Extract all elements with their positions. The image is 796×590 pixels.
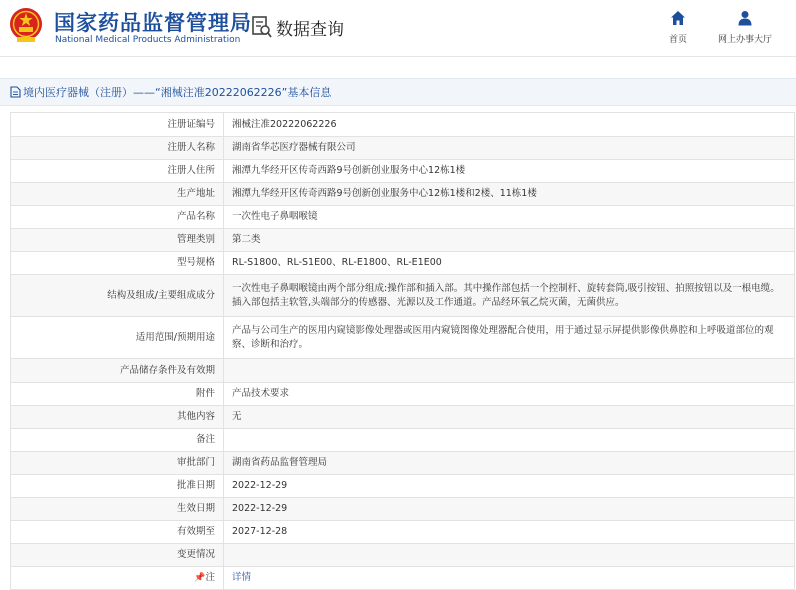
table-row xyxy=(11,521,795,544)
row-value: 2022-12-29 xyxy=(224,498,795,521)
nav-online-hall[interactable] xyxy=(710,10,780,45)
row-value: 无 xyxy=(224,406,795,429)
table-row xyxy=(11,498,795,521)
row-label: 生产地址 xyxy=(11,183,224,206)
row-label: 变更情况 xyxy=(11,544,224,567)
row-label: 备注 xyxy=(11,429,224,452)
table-row xyxy=(11,406,795,429)
table-row xyxy=(11,383,795,406)
table-row xyxy=(11,475,795,498)
row-value: 2022-12-29 xyxy=(224,475,795,498)
home-icon xyxy=(670,10,686,26)
row-label: 结构及组成/主要组成成分 xyxy=(11,275,224,317)
row-value: 湘潭九华经开区传奇西路9号创新创业服务中心12栋1楼和2楼、11栋1楼 xyxy=(224,183,795,206)
row-value: 2027-12-28 xyxy=(224,521,795,544)
table-row xyxy=(11,275,795,317)
details-link[interactable]: 详情 xyxy=(232,572,252,583)
row-value xyxy=(224,567,795,590)
row-label: 附件 xyxy=(11,383,224,406)
table-row xyxy=(11,359,795,383)
data-query-icon xyxy=(252,16,272,38)
user-icon xyxy=(737,10,753,26)
row-label: 批准日期 xyxy=(11,475,224,498)
row-label xyxy=(11,567,224,590)
nav-home-label: 首页 xyxy=(668,35,687,45)
table-row xyxy=(11,452,795,475)
table-row xyxy=(11,229,795,252)
record-title-bar xyxy=(0,78,796,106)
site-header xyxy=(0,0,796,57)
row-value: 湘械注准20222062226 xyxy=(224,113,795,137)
row-label: 其他内容 xyxy=(11,406,224,429)
row-value: 一次性电子鼻咽喉镜 xyxy=(224,206,795,229)
table-row xyxy=(11,183,795,206)
section-title xyxy=(252,14,344,40)
org-name-cn: 国家药品监督管理局 xyxy=(54,11,252,35)
row-value: 湘潭九华经开区传奇西路9号创新创业服务中心12栋1楼 xyxy=(224,160,795,183)
org-name-en: National Medical Products Administration xyxy=(55,35,241,45)
table-row xyxy=(11,567,795,590)
row-label: 注册人名称 xyxy=(11,137,224,160)
row-label: 产品储存条件及有效期 xyxy=(11,359,224,383)
registration-detail-table xyxy=(10,112,795,590)
row-value xyxy=(224,429,795,452)
record-title-text: 境内医疗器械（注册）——“湘械注准20222062226”基本信息 xyxy=(23,86,332,99)
row-label: 注册证编号 xyxy=(11,113,224,137)
row-value: 产品与公司生产的医用内窥镜影像处理器或医用内窥镜图像处理器配合使用，用于通过显示屏提供影像供鼻腔和上呼吸道部位的观察、诊断和治疗。 xyxy=(224,317,795,359)
table-row xyxy=(11,429,795,452)
row-value: 湖南省药品监督管理局 xyxy=(224,452,795,475)
row-label: 适用范围/预期用途 xyxy=(11,317,224,359)
row-label: 有效期至 xyxy=(11,521,224,544)
pin-icon: 📌 xyxy=(194,573,206,583)
nav-home[interactable] xyxy=(662,10,694,45)
section-title-text: 数据查询 xyxy=(276,19,344,40)
table-row xyxy=(11,206,795,229)
row-value: 第二类 xyxy=(224,229,795,252)
row-label: 生效日期 xyxy=(11,498,224,521)
row-value: 湖南省华芯医疗器械有限公司 xyxy=(224,137,795,160)
table-row xyxy=(11,137,795,160)
nav-online-hall-label: 网上办事大厅 xyxy=(717,35,772,45)
row-value xyxy=(224,359,795,383)
row-label: 管理类别 xyxy=(11,229,224,252)
document-icon xyxy=(10,86,21,98)
table-row xyxy=(11,544,795,567)
table-row xyxy=(11,160,795,183)
table-row xyxy=(11,317,795,359)
row-label: 注册人住所 xyxy=(11,160,224,183)
row-label: 型号规格 xyxy=(11,252,224,275)
national-emblem-icon xyxy=(8,6,44,44)
table-row xyxy=(11,113,795,137)
row-value xyxy=(224,544,795,567)
row-label: 审批部门 xyxy=(11,452,224,475)
row-value: 一次性电子鼻咽喉镜由两个部分组成:操作部和插入部。其中操作部包括一个控制杆、旋转套筒,吸引按钮、拍照按钮以及一根电缆。插入部包括主软管,头端部分的传感器、光源以及工作通道。产品经环氧乙烷灭菌，无菌供应。 xyxy=(224,275,795,317)
table-row xyxy=(11,252,795,275)
row-label-text: 注 xyxy=(205,572,215,583)
row-label: 产品名称 xyxy=(11,206,224,229)
row-value: RL-S1800、RL-S1E00、RL-E1800、RL-E1E00 xyxy=(224,252,795,275)
row-value: 产品技术要求 xyxy=(224,383,795,406)
